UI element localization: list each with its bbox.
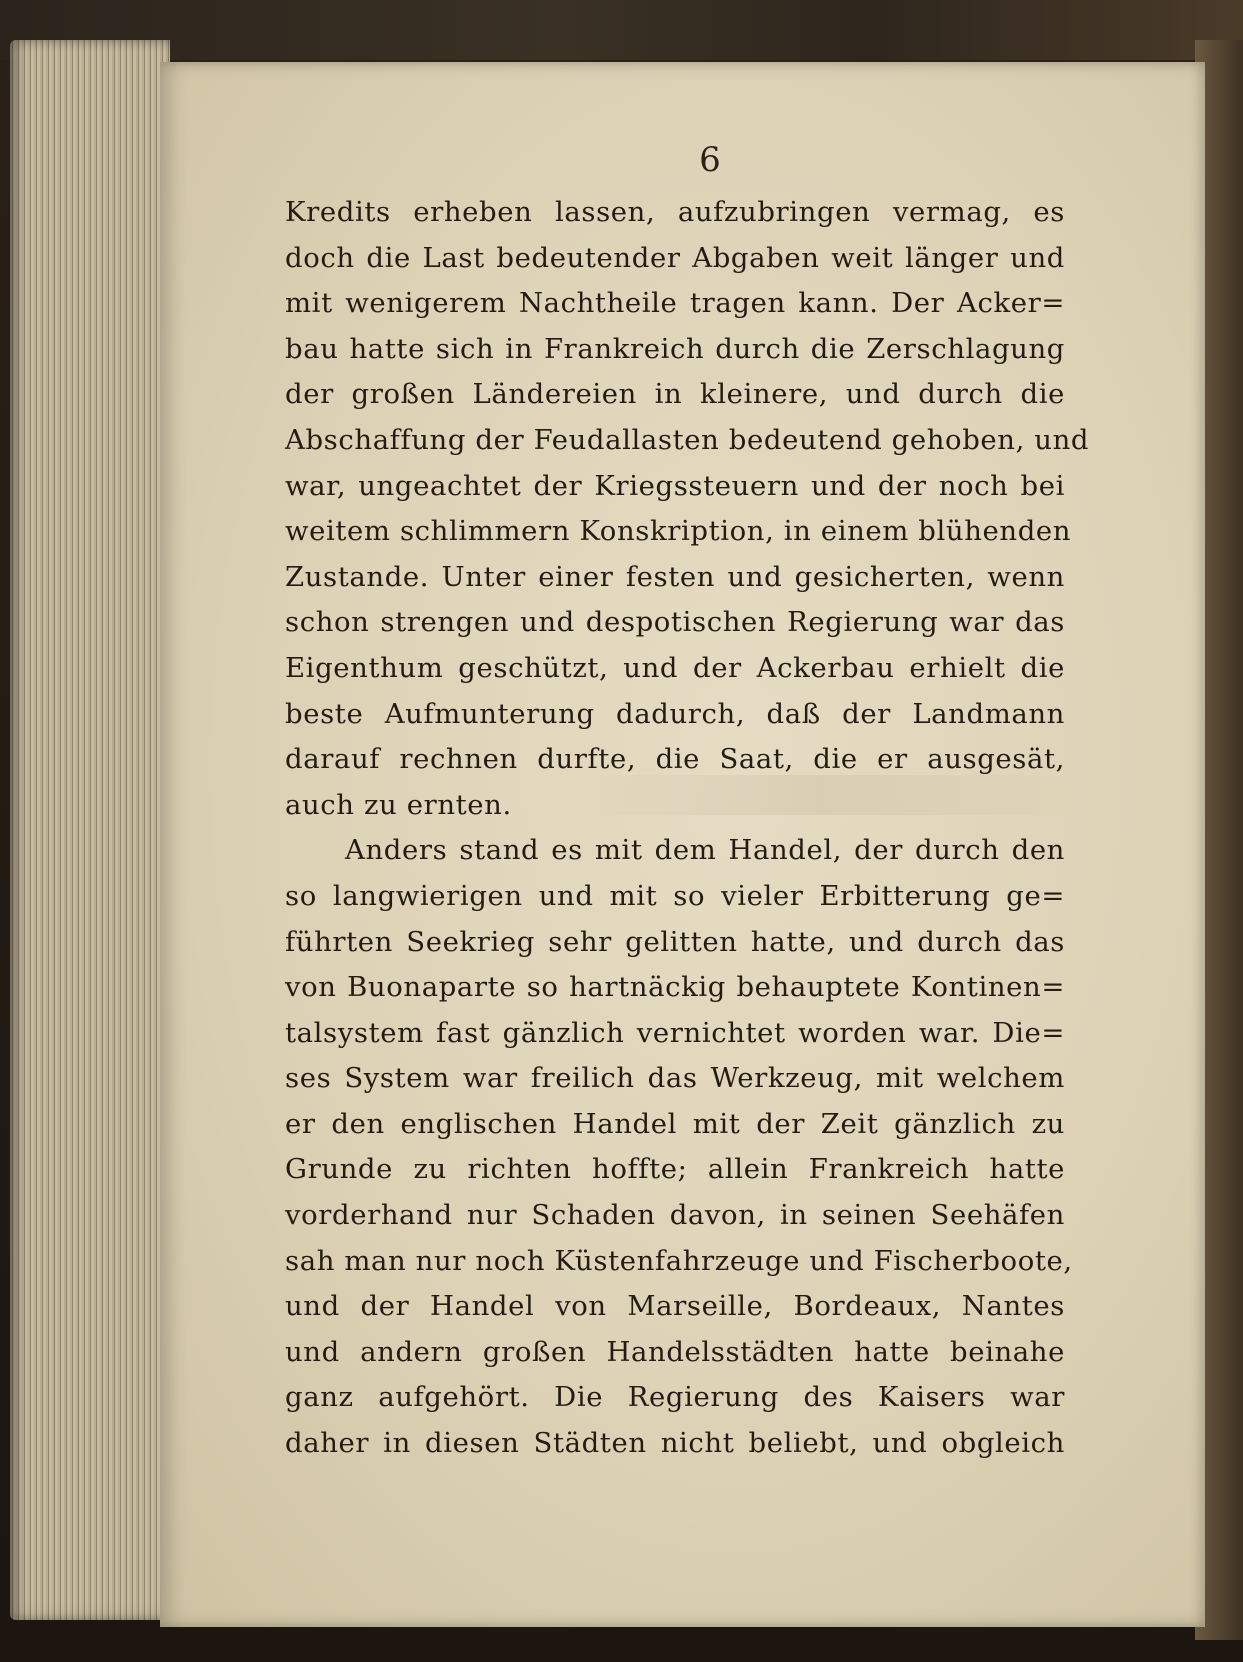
text-line: führten Seekrieg sehr gelitten hatte, und durch das <box>285 925 1065 958</box>
text-line: daher in diesen Städten nicht beliebt, und obgleich <box>285 1427 1065 1460</box>
text-line-paragraph-end: auch zu ernten. <box>285 788 512 821</box>
text-line: bau hatte sich in Frankreich durch die Zerschlagung <box>285 332 1065 365</box>
text-line: Zustande. Unter einer festen und gesicherten, wenn <box>285 560 1065 593</box>
text-line: vorderhand nur Schaden davon, in seinen Seehäfen <box>285 1199 1065 1232</box>
page-stack-edge <box>10 40 170 1620</box>
text-line: Eigenthum geschützt, und der Ackerbau erhielt die <box>285 651 1065 684</box>
text-line: und der Handel von Marseille, Bordeaux, Nantes <box>285 1290 1065 1323</box>
book-cover-top-edge <box>0 0 1243 60</box>
text-line: ses System war freilich das Werkzeug, mit welchem <box>285 1062 1065 1095</box>
page-number: 6 <box>699 140 721 180</box>
text-line: von Buonaparte so hartnäckig behauptete Kontinen= <box>285 971 1065 1004</box>
body-text <box>285 190 1090 1467</box>
text-line: mit wenigerem Nachtheile tragen kann. Der Acker= <box>285 287 1065 320</box>
text-line: darauf rechnen durfte, die Saat, die er ausgesät, <box>285 743 1065 776</box>
text-line: so langwierigen und mit so vieler Erbitterung ge= <box>285 879 1065 912</box>
text-line: war, ungeachtet der Kriegssteuern und der noch bei <box>285 469 1065 502</box>
text-line: Grunde zu richten hoffte; allein Frankreich hatte <box>285 1153 1065 1186</box>
text-line: Abschaffung der Feudallasten bedeutend gehoben, und <box>285 423 1090 456</box>
text-line: talsystem fast gänzlich vernichtet worden war. Die= <box>285 1016 1065 1049</box>
text-line: ganz aufgehört. Die Regierung des Kaisers war <box>285 1381 1065 1414</box>
text-line: Kredits erheben lassen, aufzubringen vermag, es <box>285 196 1065 228</box>
text-line: weitem schlimmern Konskription, in einem blühenden <box>285 515 1072 548</box>
text-line: doch die Last bedeutender Abgaben weit länger und <box>285 241 1065 274</box>
text-line: der großen Ländereien in kleinere, und durch die <box>285 378 1065 411</box>
text-line: sah man nur noch Küstenfahrzeuge und Fischerboote, <box>285 1244 1073 1277</box>
text-line: er den englischen Handel mit der Zeit gänzlich zu <box>285 1107 1065 1140</box>
text-line: schon strengen und despotischen Regierung war das <box>285 606 1065 639</box>
text-line: beste Aufmunterung dadurch, daß der Landmann <box>285 697 1065 730</box>
text-line-paragraph-start: Anders stand es mit dem Handel, der durch den <box>345 834 1065 867</box>
text-line: und andern großen Handelsstädten hatte beinahe <box>285 1335 1065 1368</box>
